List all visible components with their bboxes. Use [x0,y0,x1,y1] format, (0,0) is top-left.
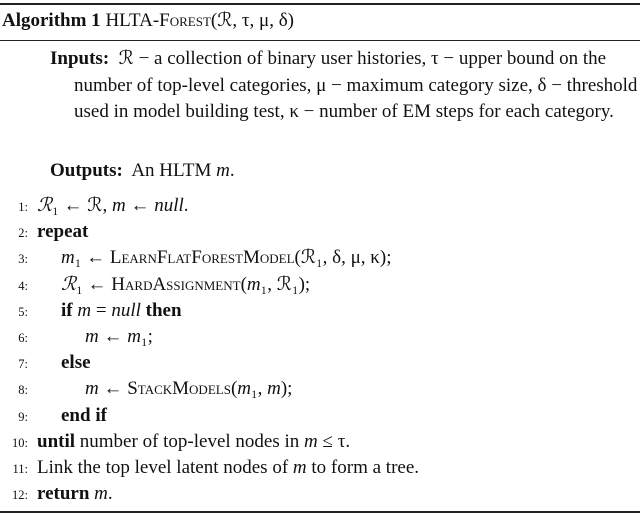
code-text: ); [280,378,293,400]
keyword: if [61,299,78,321]
line-number: 7: [18,357,28,372]
line-number: 9: [18,409,28,424]
code-text: ₁ ← [76,273,112,295]
algorithm-line [0,219,640,245]
line-number: 4: [18,278,28,293]
outputs-end: . [229,160,235,181]
line-code [61,350,91,376]
line-number: 8: [18,383,28,398]
line-code [61,298,182,324]
outputs-section [50,158,640,185]
code-text: ← [98,325,128,347]
line-code [61,245,391,271]
keyword: repeat [37,221,89,243]
math-var: ℛ [61,273,77,295]
math-var: m [246,273,261,295]
math-var: m [304,430,318,452]
procedure-name: HardAssignment [111,273,241,295]
line-number: 2: [18,226,28,241]
keyword: end if [61,404,107,426]
line-code [61,403,107,429]
line-code [85,376,292,402]
line-code [85,324,153,350]
code-text: ₁, [251,378,268,400]
code-text: number of top-level nodes in [75,430,305,452]
inputs-text: ℛ − a collection of binary user histories, τ − upper bound on the number of top-level categories, μ − maximum category size, δ − threshold used in model building test, κ − number of EM steps for each category. [74,48,638,122]
line-number: 5: [18,304,28,319]
algorithm-line [0,429,640,455]
keyword: else [61,352,91,374]
line-number: 10: [12,435,28,450]
bottom-rule [0,511,640,513]
code-text: ← [98,378,128,400]
math-var: null [111,299,141,321]
code-text: ( [230,378,238,400]
line-number: 6: [18,330,28,345]
math-var: m [292,456,307,478]
math-var: null [154,195,184,216]
math-var: m [237,378,251,400]
code-text: ← [125,195,155,216]
line-code [37,481,113,507]
math-var: ℛ [37,195,53,216]
title-rule [0,40,640,41]
code-text: Link the top level latent nodes of [37,456,293,478]
code-text: ₁ ← [74,247,110,269]
procedure-name: StackModels [127,378,231,400]
code-text: ₁ ← ℛ, [52,195,112,216]
line-code [37,429,350,455]
inputs-label: Inputs: [50,48,110,69]
algorithm-line [0,403,640,429]
algorithm-line [0,481,640,507]
algorithm-line [0,455,640,481]
line-number: 11: [12,461,28,476]
code-text: to form a tree. [306,456,420,478]
outputs-var: m [216,160,230,181]
outputs-label: Outputs: [50,160,123,181]
math-var: m [85,378,99,400]
line-code [37,193,189,219]
line-code [37,455,419,481]
code-text: ₁, ℛ₁); [260,273,311,295]
math-var: m [77,299,92,321]
math-var: m [111,195,126,216]
algorithm-line [0,193,640,219]
math-var: m [267,378,281,400]
code-text: ₁; [140,325,153,347]
inputs-section [50,46,640,126]
line-number: 1: [18,200,28,214]
algorithm-line [0,272,640,298]
math-var: m [127,325,141,347]
algorithm-line [0,298,640,324]
keyword: return [37,483,90,505]
line-code [61,272,310,298]
algorithm-line [0,324,640,350]
math-var: m [94,483,108,505]
algorithm-title [2,9,294,32]
line-number: 3: [18,252,28,267]
algorithm-line [0,350,640,376]
code-text: (ℛ₁, δ, μ, κ); [294,247,392,269]
code-text: ( [240,273,247,295]
algorithm-line [0,245,640,271]
math-var: m [61,247,75,269]
algorithm-name: HLTA-Forest [105,10,211,31]
math-var: m [85,325,99,347]
code-text: . [107,483,113,505]
code-text: = [91,299,112,321]
top-rule [0,3,640,5]
algorithm-steps [0,193,640,507]
keyword: then [140,299,182,321]
line-number: 12: [12,488,28,503]
line-code [37,219,88,245]
code-text: ≤ τ. [317,430,351,452]
procedure-name: LearnFlatForestModel [109,247,295,269]
algorithm-args: (ℛ, τ, μ, δ) [210,10,294,31]
code-text: . [183,195,189,216]
algorithm-label: Algorithm 1 [2,10,101,31]
algorithm-line [0,376,640,402]
outputs-text: An HLTM [131,160,217,181]
keyword: until [37,430,76,452]
